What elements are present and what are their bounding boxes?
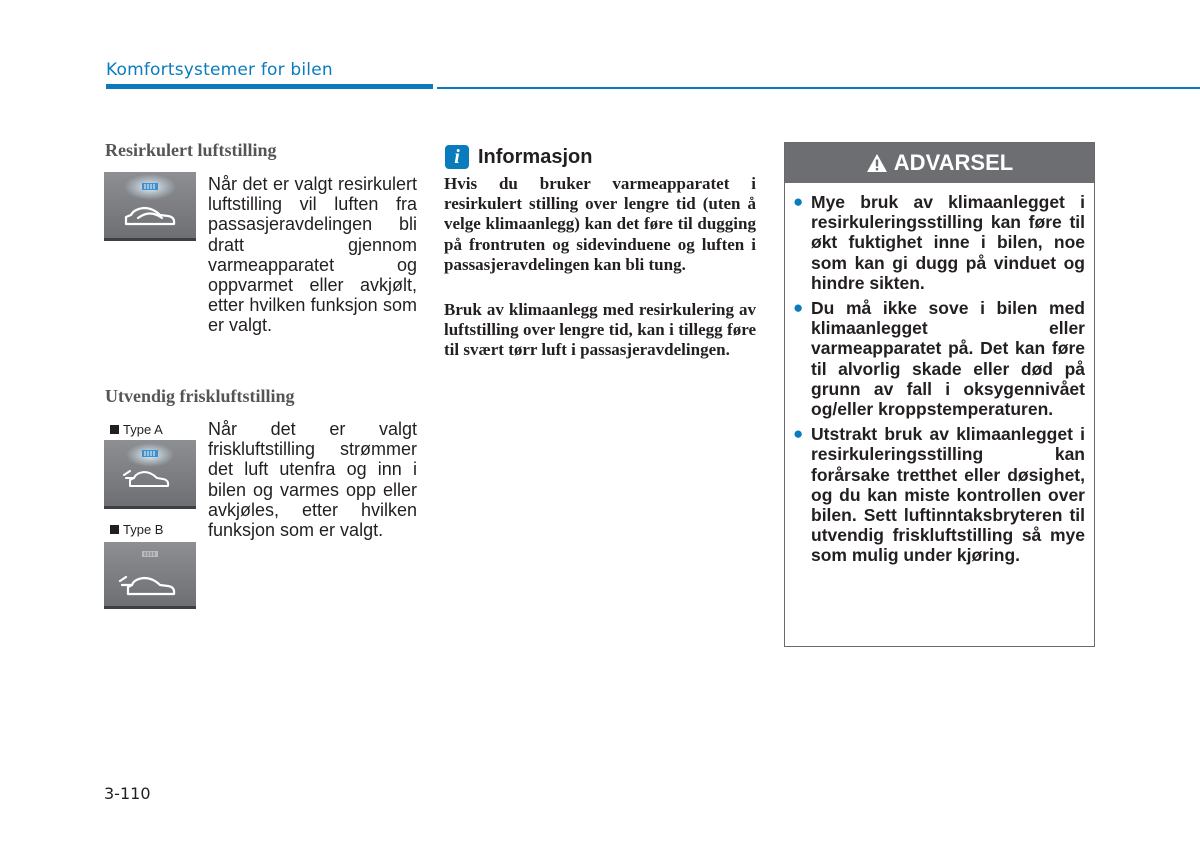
header-rule-thin xyxy=(437,87,1200,89)
recirculation-button-icon xyxy=(104,172,196,238)
information-paragraph-1: Hvis du bruker varmeapparatet i resirkulert stilling over lengre tid (uten å velge klimaanlegg) kan det føre til dugging på frontruten og sidevinduene og luften i passasjeravdelingen kan bli tung. xyxy=(444,174,756,274)
fresh-air-button-type-a-icon xyxy=(104,440,196,506)
bullet-icon: ● xyxy=(793,192,804,211)
information-paragraph-2: Bruk av klimaanlegg med resirkulering av luftstilling over lengre tid, kan i tillegg føre til svært tørr luft i passasjeravdelingen. xyxy=(444,300,756,360)
header-rule-thick xyxy=(106,84,433,89)
recirculated-air-heading: Resirkulert luftstilling xyxy=(105,140,277,160)
bullet-icon: ● xyxy=(793,298,804,318)
warning-item-text: Mye bruk av klimaanlegget i resirkuleringsstilling kan føre til økt fuktighet inne i bilen, noe som kan gi dugg på vinduet og hindre sikten. xyxy=(811,192,1085,293)
warning-list xyxy=(792,192,1085,571)
fresh-air-button-type-a-image xyxy=(104,440,196,509)
fresh-air-heading: Utvendig friskluftstilling xyxy=(105,386,295,406)
type-b-label xyxy=(110,522,163,537)
recirculated-air-description: Når det er valgt resirkulert luftstilling vil luften fra passasjeravdelingen bli dratt gjennom varmeapparatet og oppvarmet eller avkjølt, etter hvilken funksjon som er valgt. xyxy=(208,174,417,336)
information-heading: Informasjon xyxy=(478,146,593,168)
type-a-label xyxy=(110,422,163,437)
warning-title: ADVARSEL xyxy=(893,150,1014,175)
recirculation-button-image xyxy=(104,172,196,241)
warning-item xyxy=(792,298,1085,419)
type-b-text: Type B xyxy=(123,522,164,537)
fresh-air-button-type-b-image xyxy=(104,542,196,609)
type-a-text: Type A xyxy=(123,422,163,437)
warning-item-text: Du må ikke sove i bilen med klimaanlegget eller varmeapparatet på. Det kan føre til alvorlig skade eller død på grunn av fall i oksygennivået og/eller kroppstemperaturen. xyxy=(811,298,1085,420)
square-bullet-icon xyxy=(110,525,119,534)
warning-item xyxy=(792,192,1085,293)
square-bullet-icon xyxy=(110,425,119,434)
warning-header xyxy=(785,143,1094,183)
warning-triangle-icon xyxy=(866,153,888,173)
page-number: 3-110 xyxy=(104,784,151,803)
warning-item-text: Utstrakt bruk av klimaanlegget i resirkuleringsstilling kan forårsake tretthet eller døsighet, og du kan miste kontrollen over bilen. Sett luftinntaksbryteren til utvendig friskluftstilling så mye som mulig under kjøring. xyxy=(811,424,1085,566)
bullet-icon: ● xyxy=(793,424,804,444)
fresh-air-description: Når det er valgt friskluftstilling strømmer det luft utenfra og inn i bilen og varmes opp eller avkjøles, etter hvilken funksjon som er valgt. xyxy=(208,419,417,541)
info-icon: i xyxy=(445,145,469,169)
running-header: Komfortsystemer for bilen xyxy=(106,60,333,80)
warning-item xyxy=(792,424,1085,565)
fresh-air-button-type-b-icon xyxy=(104,542,196,606)
